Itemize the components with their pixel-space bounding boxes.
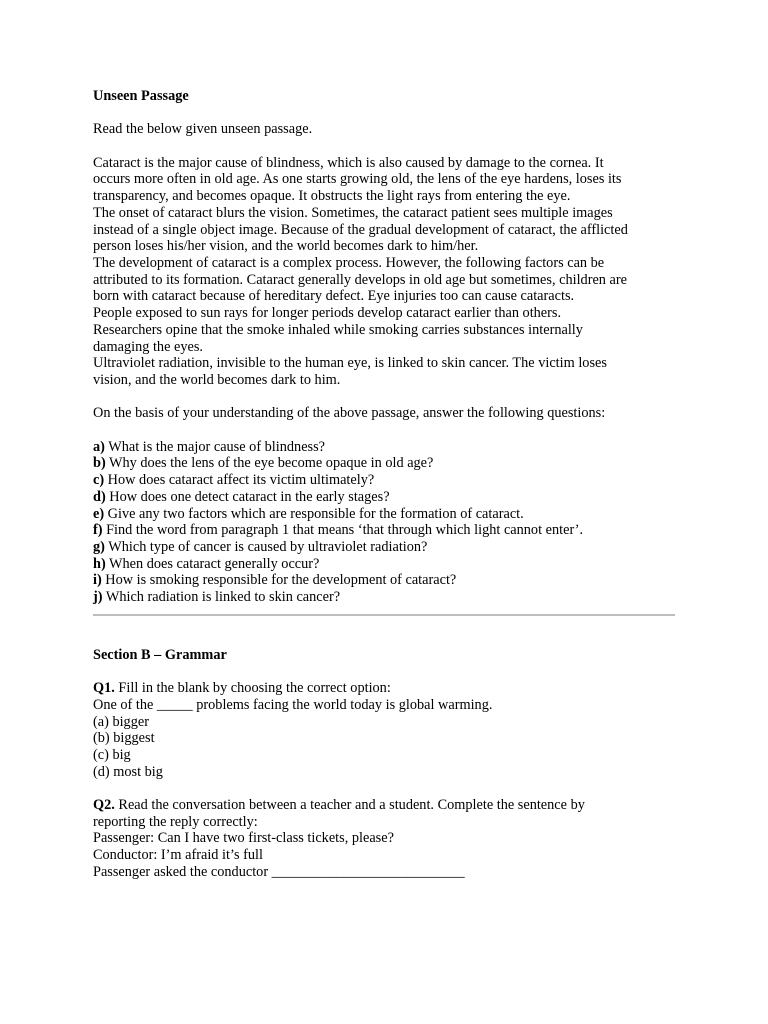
question-label: f) — [93, 522, 103, 539]
question-label: g) — [93, 538, 105, 555]
q1-option: (b) biggest — [93, 730, 155, 747]
question-text: Find the word from paragraph 1 that means ‘that through which light cannot enter’. — [102, 522, 584, 539]
passage-paragraph — [93, 155, 683, 389]
question-item — [93, 506, 683, 523]
q2-prompt: Read the conversation between a teacher and a student. Complete the sentence by — [114, 797, 585, 814]
question-text: What is the major cause of blindness? — [104, 438, 326, 455]
passage-line: People exposed to sun rays for longer periods develop cataract earlier than others. — [93, 305, 562, 322]
question-list — [93, 439, 683, 606]
passage-line: occurs more often in old age. As one starts growing old, the lens of the eye hardens, loses its — [93, 171, 622, 188]
question-label: e) — [93, 505, 105, 522]
question-label: h) — [93, 555, 106, 572]
question-text: When does cataract generally occur? — [105, 555, 320, 572]
question-item — [93, 539, 683, 556]
question-item — [93, 455, 683, 472]
q2-answer-line: Passenger asked the conductor ___________________________ — [93, 863, 465, 880]
question-label: c) — [93, 472, 105, 489]
q1-sentence: One of the _____ problems facing the world today is global warming. — [93, 696, 493, 713]
passage-line: attributed to its formation. Cataract generally develops in old age but sometimes, children are — [93, 271, 627, 288]
q2-prompt-line — [93, 797, 683, 814]
passage-line: Researchers opine that the smoke inhaled while smoking carries substances internally — [93, 321, 583, 338]
question-label: d) — [93, 488, 106, 505]
question-text: Give any two factors which are responsible for the formation of cataract. — [104, 505, 524, 522]
question-item — [93, 489, 683, 506]
q1-option: (a) bigger — [93, 713, 149, 730]
question-item — [93, 522, 683, 539]
q1-label: Q1. — [93, 680, 115, 697]
passage-line: damaging the eyes. — [93, 338, 203, 355]
passage-line: Ultraviolet radiation, invisible to the human eye, is linked to skin cancer. The victim loses — [93, 355, 607, 372]
question-item — [93, 472, 683, 489]
question-text: Which type of cancer is caused by ultraviolet radiation? — [104, 538, 428, 555]
worksheet-page — [93, 88, 683, 881]
q1-option: (d) most big — [93, 763, 163, 780]
grammar-section-title: Section B – Grammar — [93, 646, 227, 663]
passage-instruction: Read the below given unseen passage. — [93, 121, 313, 138]
questions-intro: On the basis of your understanding of the above passage, answer the following questions: — [93, 405, 606, 422]
q2-prompt-continued: reporting the reply correctly: — [93, 813, 258, 830]
q1-prompt-line — [93, 680, 683, 697]
question-item — [93, 439, 683, 456]
q2-label: Q2. — [93, 797, 115, 814]
passage-line: instead of a single object image. Because of the gradual development of cataract, the afflicted — [93, 221, 628, 238]
question-label: b) — [93, 455, 106, 472]
question-text: Why does the lens of the eye become opaque in old age? — [105, 455, 434, 472]
question-label: j) — [93, 589, 103, 606]
passage-line: person loses his/her vision, and the world becomes dark to him/her. — [93, 238, 479, 255]
passage-line: born with cataract because of hereditary defect. Eye injuries too can cause cataracts. — [93, 288, 575, 305]
question-text: Which radiation is linked to skin cancer? — [102, 589, 341, 606]
grammar-question-1 — [93, 680, 683, 780]
passage-line: Cataract is the major cause of blindness, which is also caused by damage to the cornea. It — [93, 154, 604, 171]
q2-dialogue-line: Conductor: I’m afraid it’s full — [93, 847, 263, 864]
q1-prompt: Fill in the blank by choosing the correct option: — [114, 680, 391, 697]
q1-option: (c) big — [93, 746, 131, 763]
question-text: How does one detect cataract in the early stages? — [105, 488, 390, 505]
q2-dialogue-line: Passenger: Can I have two first-class tickets, please? — [93, 830, 394, 847]
question-text: How does cataract affect its victim ultimately? — [104, 472, 375, 489]
question-label: i) — [93, 572, 102, 589]
passage-title: Unseen Passage — [93, 88, 189, 104]
passage-line: vision, and the world becomes dark to him. — [93, 371, 341, 388]
question-text: How is smoking responsible for the development of cataract? — [101, 572, 457, 589]
passage-line: The onset of cataract blurs the vision. Sometimes, the cataract patient sees multiple images — [93, 204, 613, 221]
passage-line: transparency, and becomes opaque. It obstructs the light rays from entering the eye. — [93, 188, 571, 205]
question-item — [93, 589, 683, 606]
passage-line: The development of cataract is a complex process. However, the following factors can be — [93, 255, 605, 271]
question-item — [93, 572, 683, 589]
grammar-question-2 — [93, 797, 683, 881]
question-label: a) — [93, 438, 105, 455]
question-item — [93, 556, 683, 573]
